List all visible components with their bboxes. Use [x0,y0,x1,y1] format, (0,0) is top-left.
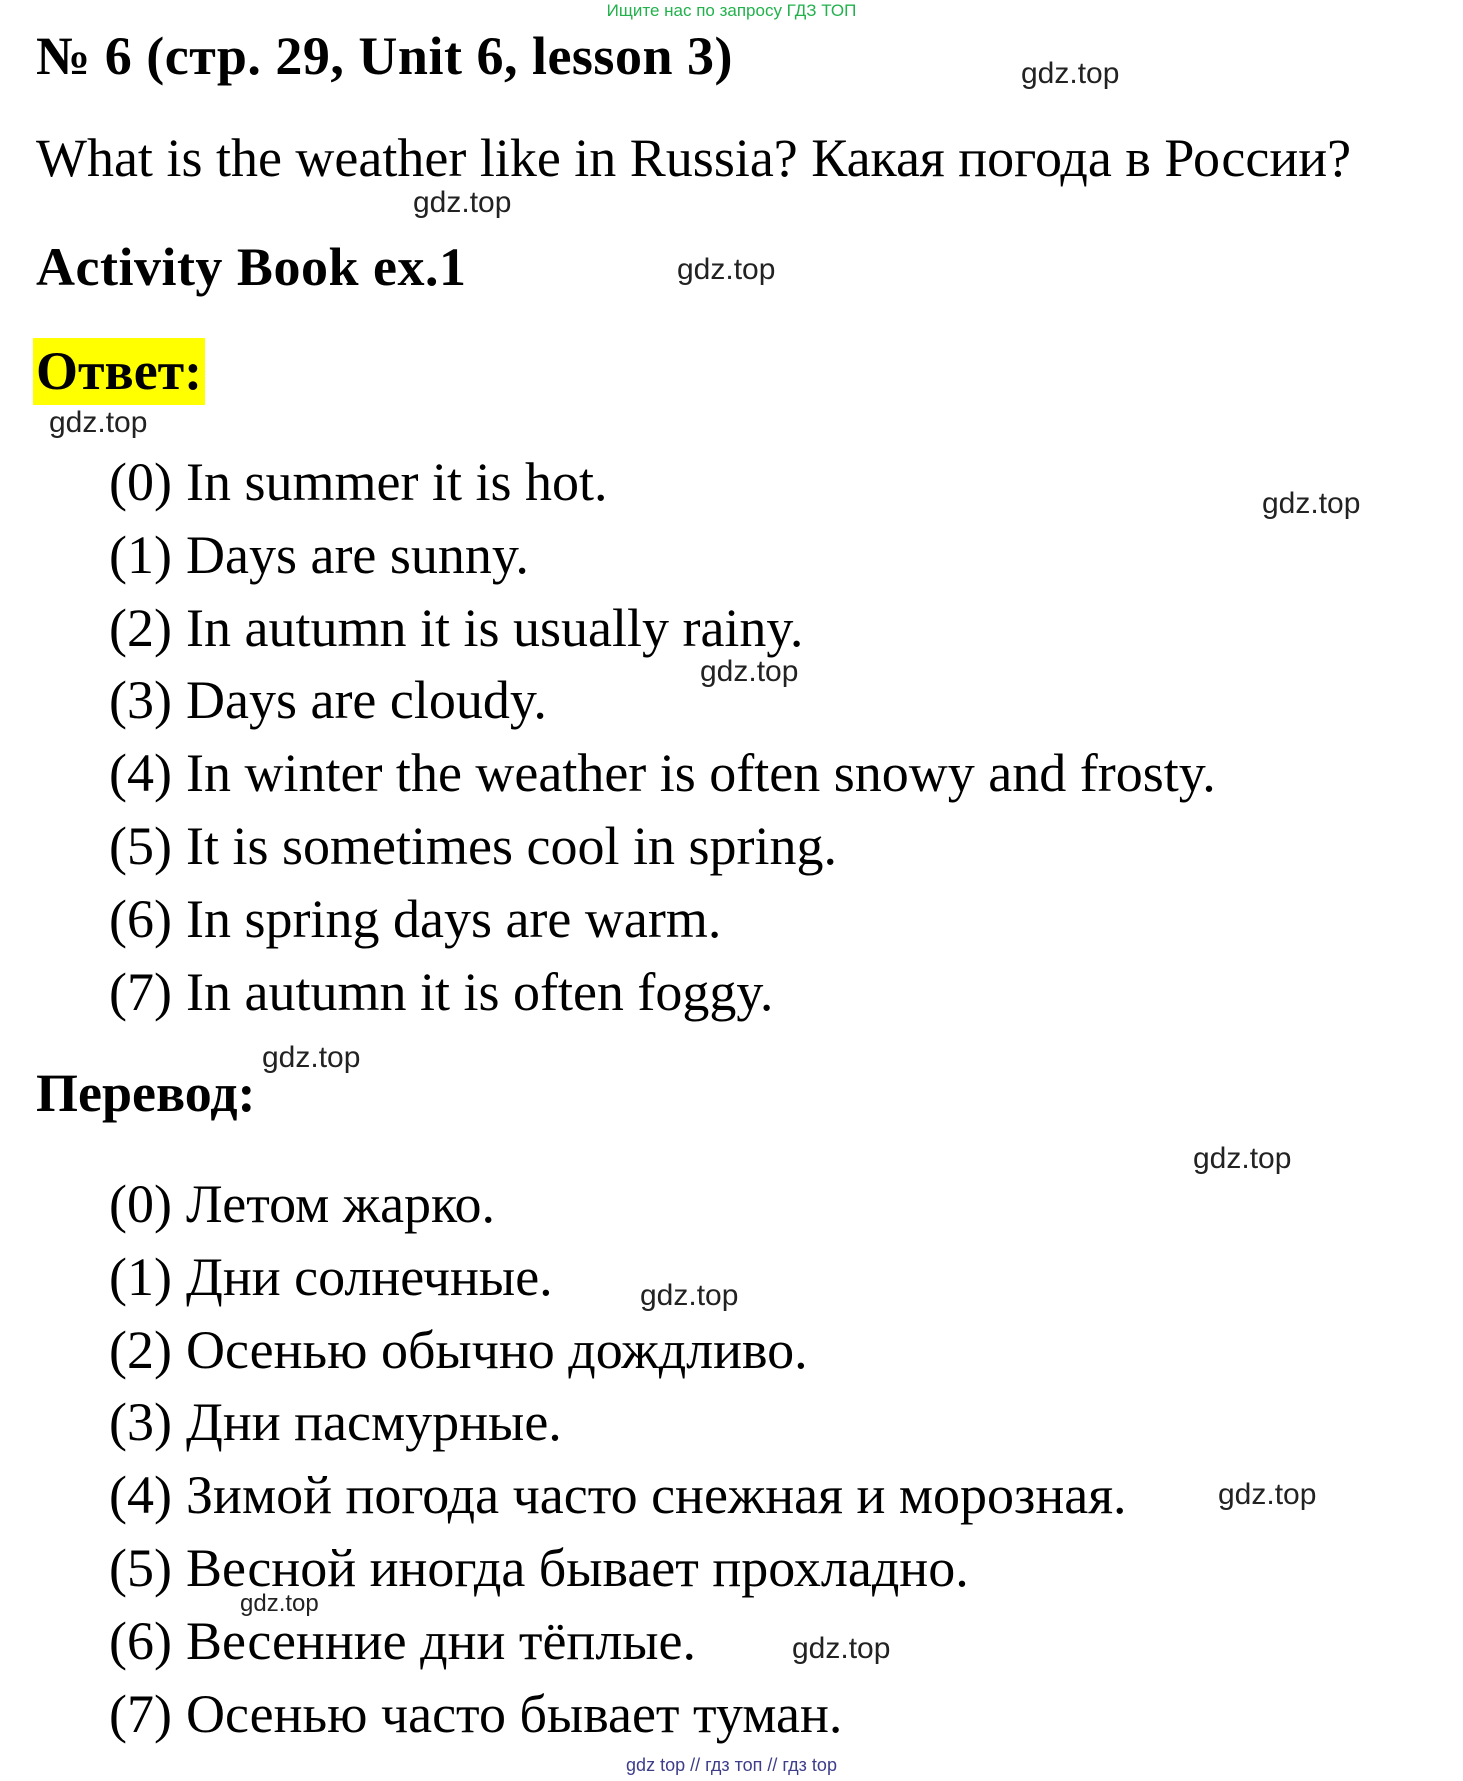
page-title: № 6 (стр. 29, Unit 6, lesson 3) [36,26,733,86]
answer-item [109,519,1216,592]
watermark: gdz.top [413,186,512,219]
translation-number: (7) [109,1683,172,1744]
translation-text: Дни солнечные. [186,1246,553,1307]
translation-text: Зимой погода часто снежная и морозная. [186,1465,1127,1526]
watermark: gdz.top [1021,57,1120,90]
answer-item [109,664,1216,737]
answer-label: Ответ: [33,338,205,405]
translation-number: (4) [109,1465,172,1526]
translation-item [109,1241,1127,1314]
translation-item [109,1678,1127,1751]
answer-item [109,810,1216,883]
answer-number: (7) [109,961,172,1022]
watermark: gdz.top [677,253,776,286]
translation-text: Летом жарко. [186,1174,496,1234]
watermark: gdz.top [1193,1142,1292,1175]
translation-number: (6) [109,1610,172,1671]
watermark: gdz.top [1262,487,1361,520]
translation-item [109,1168,1127,1241]
translation-number: (5) [109,1537,172,1598]
translation-number: (0) [109,1174,172,1234]
watermark: gdz.top [240,1590,319,1617]
watermark: gdz.top [640,1279,739,1312]
watermark: gdz.top [262,1041,361,1074]
answer-text: In summer it is hot. [186,452,608,512]
translation-list [109,1168,1127,1750]
translation-number: (3) [109,1392,172,1453]
question-text: What is the weather like in Russia? Какая погода в России? [36,128,1352,188]
answer-number: (1) [109,524,172,585]
translation-text: Дни пасмурные. [186,1392,562,1453]
answer-item [109,592,1216,665]
answer-text: In winter the weather is often snowy and frosty. [186,743,1216,804]
translation-text: Осенью часто бывает туман. [186,1683,843,1744]
answer-number: (0) [109,452,172,512]
section-title: Activity Book ex.1 [36,237,467,297]
translation-number: (2) [109,1319,172,1380]
answer-item [109,737,1216,810]
answer-text: In autumn it is usually rainy. [186,597,804,658]
watermark: gdz.top [792,1632,891,1665]
answer-number: (4) [109,743,172,804]
answer-text: Days are sunny. [186,524,529,585]
answer-number: (5) [109,815,172,876]
answer-item [109,446,1216,519]
translation-text: Осенью обычно дождливо. [186,1319,808,1380]
answer-number: (2) [109,597,172,658]
footer-links: gdz top // гдз топ // гдз top [626,1755,837,1775]
answer-list [109,446,1216,1028]
translation-item [109,1314,1127,1387]
watermark: gdz.top [700,655,799,688]
translation-text: Весной иногда бывает прохладно. [186,1537,969,1598]
answer-text: It is sometimes cool in spring. [186,815,837,876]
top-banner: Ищите нас по запросу ГДЗ ТОП [606,1,857,20]
answer-text: In spring days are warm. [186,888,722,949]
answer-text: Days are cloudy. [186,670,547,731]
translation-text: Весенние дни тёплые. [186,1610,697,1671]
answer-number: (6) [109,888,172,949]
answer-item [109,956,1216,1029]
answer-number: (3) [109,670,172,731]
translation-label: Перевод: [36,1063,256,1123]
translation-item [109,1386,1127,1459]
answer-text: In autumn it is often foggy. [186,961,774,1022]
watermark: gdz.top [49,406,148,439]
answer-item [109,883,1216,956]
translation-item [109,1459,1127,1532]
translation-number: (1) [109,1246,172,1307]
watermark: gdz.top [1218,1478,1317,1511]
